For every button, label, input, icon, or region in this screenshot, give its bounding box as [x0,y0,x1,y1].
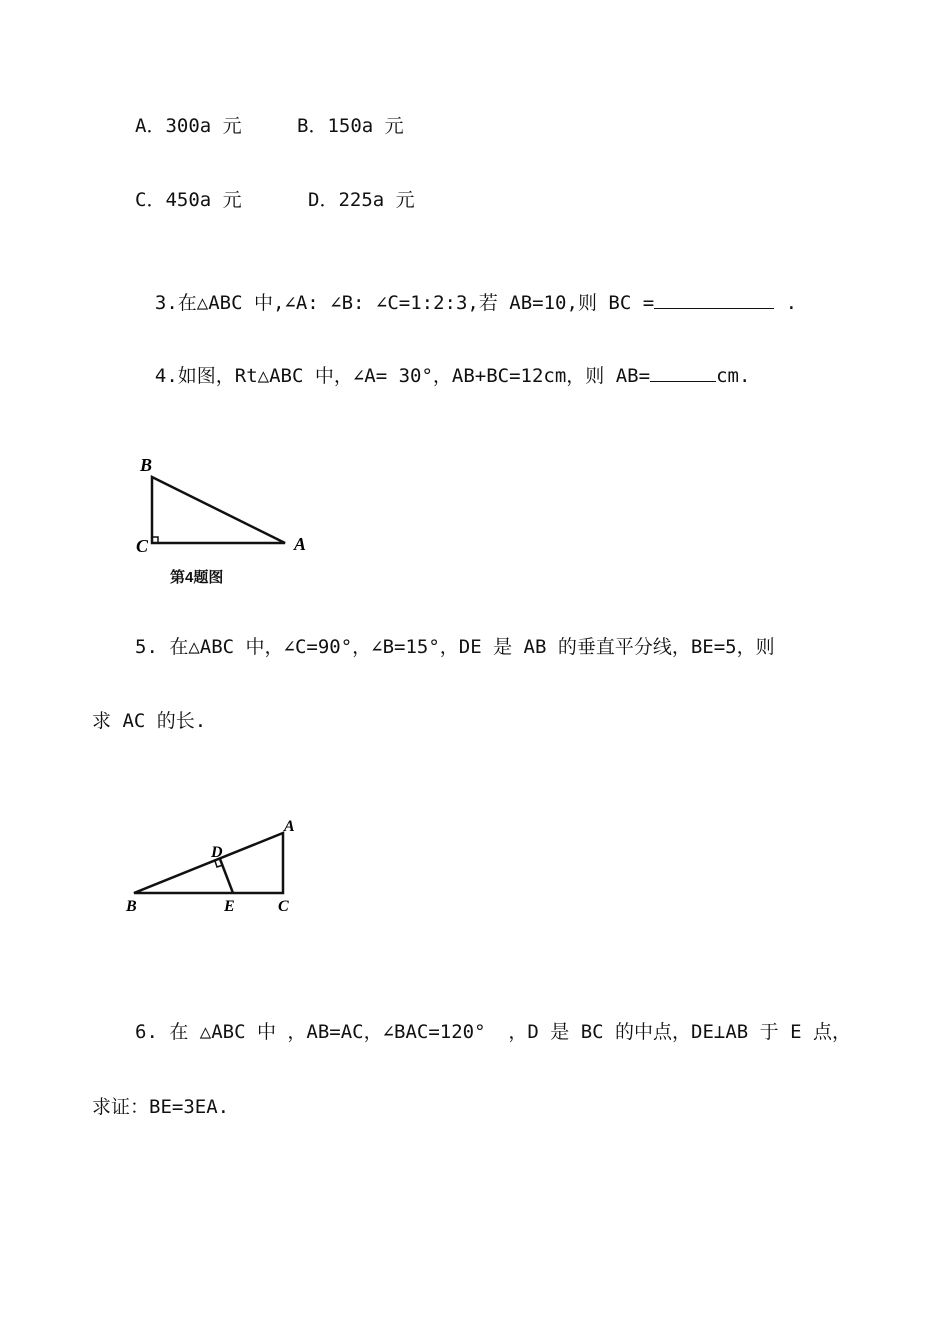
figure-4-triangle [130,450,320,560]
question-4 [132,339,750,388]
question-6-line2: 求证：BE=3EA. [92,1096,230,1118]
option-b: B．150a 元 [297,115,404,137]
label-d-5: D [211,844,223,861]
question-3 [132,266,797,315]
triangle-abc [152,477,285,543]
triangle-abc-5 [134,833,283,893]
label-a-5: A [284,818,295,835]
question-4-unit: cm. [716,365,751,387]
label-b: B [140,455,153,475]
label-e-5: E [224,898,235,915]
option-a: A．300a 元 [135,115,242,137]
question-3-end: . [774,292,798,314]
question-6-line1: 6. 在 △ABC 中 ，AB=AC，∠BAC=120° ，D 是 BC 的中点，DE⊥AB 于 E 点， [135,1021,851,1043]
question-3-text: 3.在△ABC 中,∠A: ∠B: ∠C=1:2:3,若 AB=10,则 BC = [154,292,655,314]
label-c: C [136,536,149,556]
answer-blank-3[interactable] [654,290,774,309]
question-5-line2: 求 AC 的长. [92,710,207,732]
question-5-line1: 5. 在△ABC 中，∠C=90°，∠B=15°，DE 是 AB 的垂直平分线，BE=5，则 [135,636,775,658]
label-c-5: C [278,898,289,915]
figure-5-triangle [120,815,310,920]
label-a: A [294,534,307,554]
answer-blank-4[interactable] [650,363,716,382]
figure-4-caption: 第4题图 [170,569,224,586]
label-b-5: B [126,898,137,915]
option-c: C．450a 元 [135,189,242,211]
segment-de [220,859,233,893]
question-4-text: 4.如图，Rt△ABC 中，∠A= 30°，AB+BC=12cm，则 AB= [154,365,651,387]
option-d: D．225a 元 [308,189,415,211]
